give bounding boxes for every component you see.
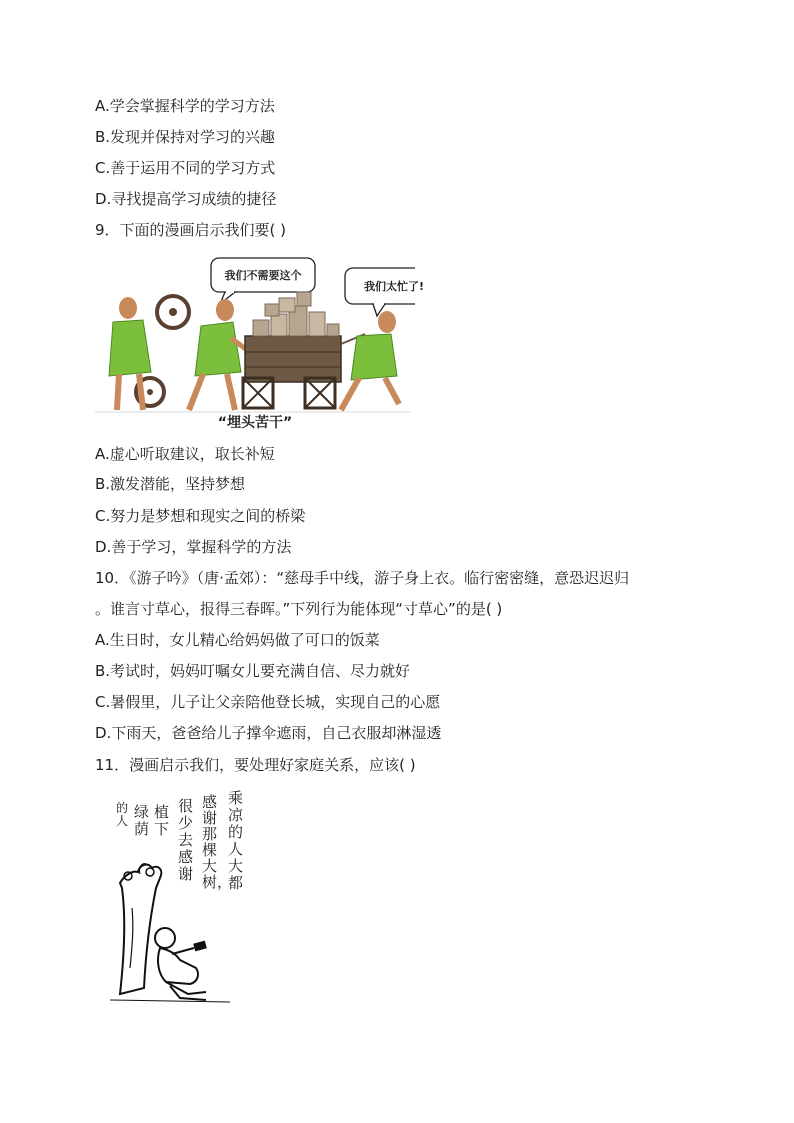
handwriting-col-4: 植下 bbox=[154, 803, 170, 838]
tree-stump-icon bbox=[120, 865, 161, 994]
q9-option-b: B.激发潜能，坚持梦想 bbox=[95, 475, 246, 493]
q9-cartoon bbox=[95, 252, 425, 432]
q9-option-c: C.努力是梦想和现实之间的桥梁 bbox=[95, 507, 306, 525]
q11-cartoon bbox=[110, 788, 260, 1008]
q8-option-b: B.发现并保持对学习的兴趣 bbox=[95, 128, 276, 146]
q10-option-c: C.暑假里，儿子让父亲陪他登长城，实现自己的心愿 bbox=[95, 693, 441, 711]
q9-cartoon-caption: “埋头苦干” bbox=[217, 415, 293, 431]
q9-stem: 9．下面的漫画启示我们要( ) bbox=[95, 221, 287, 239]
handwriting-col-2: 感谢那棵大树， bbox=[202, 793, 233, 891]
handwriting-col-3: 很少去感谢 bbox=[178, 797, 194, 883]
q10-stem-line2: 。谁言寸草心，报得三春晖。”下列行为能体现“寸草心”的是( ) bbox=[95, 600, 503, 618]
q10-option-a: A.生日时，女儿精心给妈妈做了可口的饭菜 bbox=[95, 631, 380, 649]
cart bbox=[245, 336, 341, 382]
q11-stem: 11．漫画启示我们，要处理好家庭关系，应该( ) bbox=[95, 756, 416, 774]
q9-option-a: A.虚心听取建议，取长补短 bbox=[95, 445, 275, 463]
speech-bubble-left-text: 我们不需要这个 bbox=[224, 269, 302, 282]
q8-option-d: D.寻找提高学习成绩的捷径 bbox=[95, 190, 277, 208]
q10-option-b: B.考试时，妈妈叮嘱女儿要充满自信、尽力就好 bbox=[95, 662, 411, 680]
q8-option-a: A.学会掌握科学的学习方法 bbox=[95, 97, 275, 115]
person-icon bbox=[155, 928, 175, 948]
q8-option-c: C.善于运用不同的学习方式 bbox=[95, 159, 276, 177]
q10-option-d: D.下雨天，爸爸给儿子撑伞遮雨，自己衣服却淋湿透 bbox=[95, 724, 442, 742]
handwriting-col-6: 的人 bbox=[116, 801, 129, 828]
q10-stem-line1: 10．《游子吟》（唐·孟郊）：“慈母手中线，游子身上衣。临行密密缝，意恐迟迟归 bbox=[95, 569, 630, 587]
handwriting-col-5: 绿荫 bbox=[134, 803, 150, 838]
handwriting-col-1: 乘凉的人大都 bbox=[228, 789, 244, 892]
speech-bubble-right-text: 我们太忙了! bbox=[363, 280, 425, 293]
q9-option-d: D.善于学习，掌握科学的方法 bbox=[95, 538, 292, 556]
